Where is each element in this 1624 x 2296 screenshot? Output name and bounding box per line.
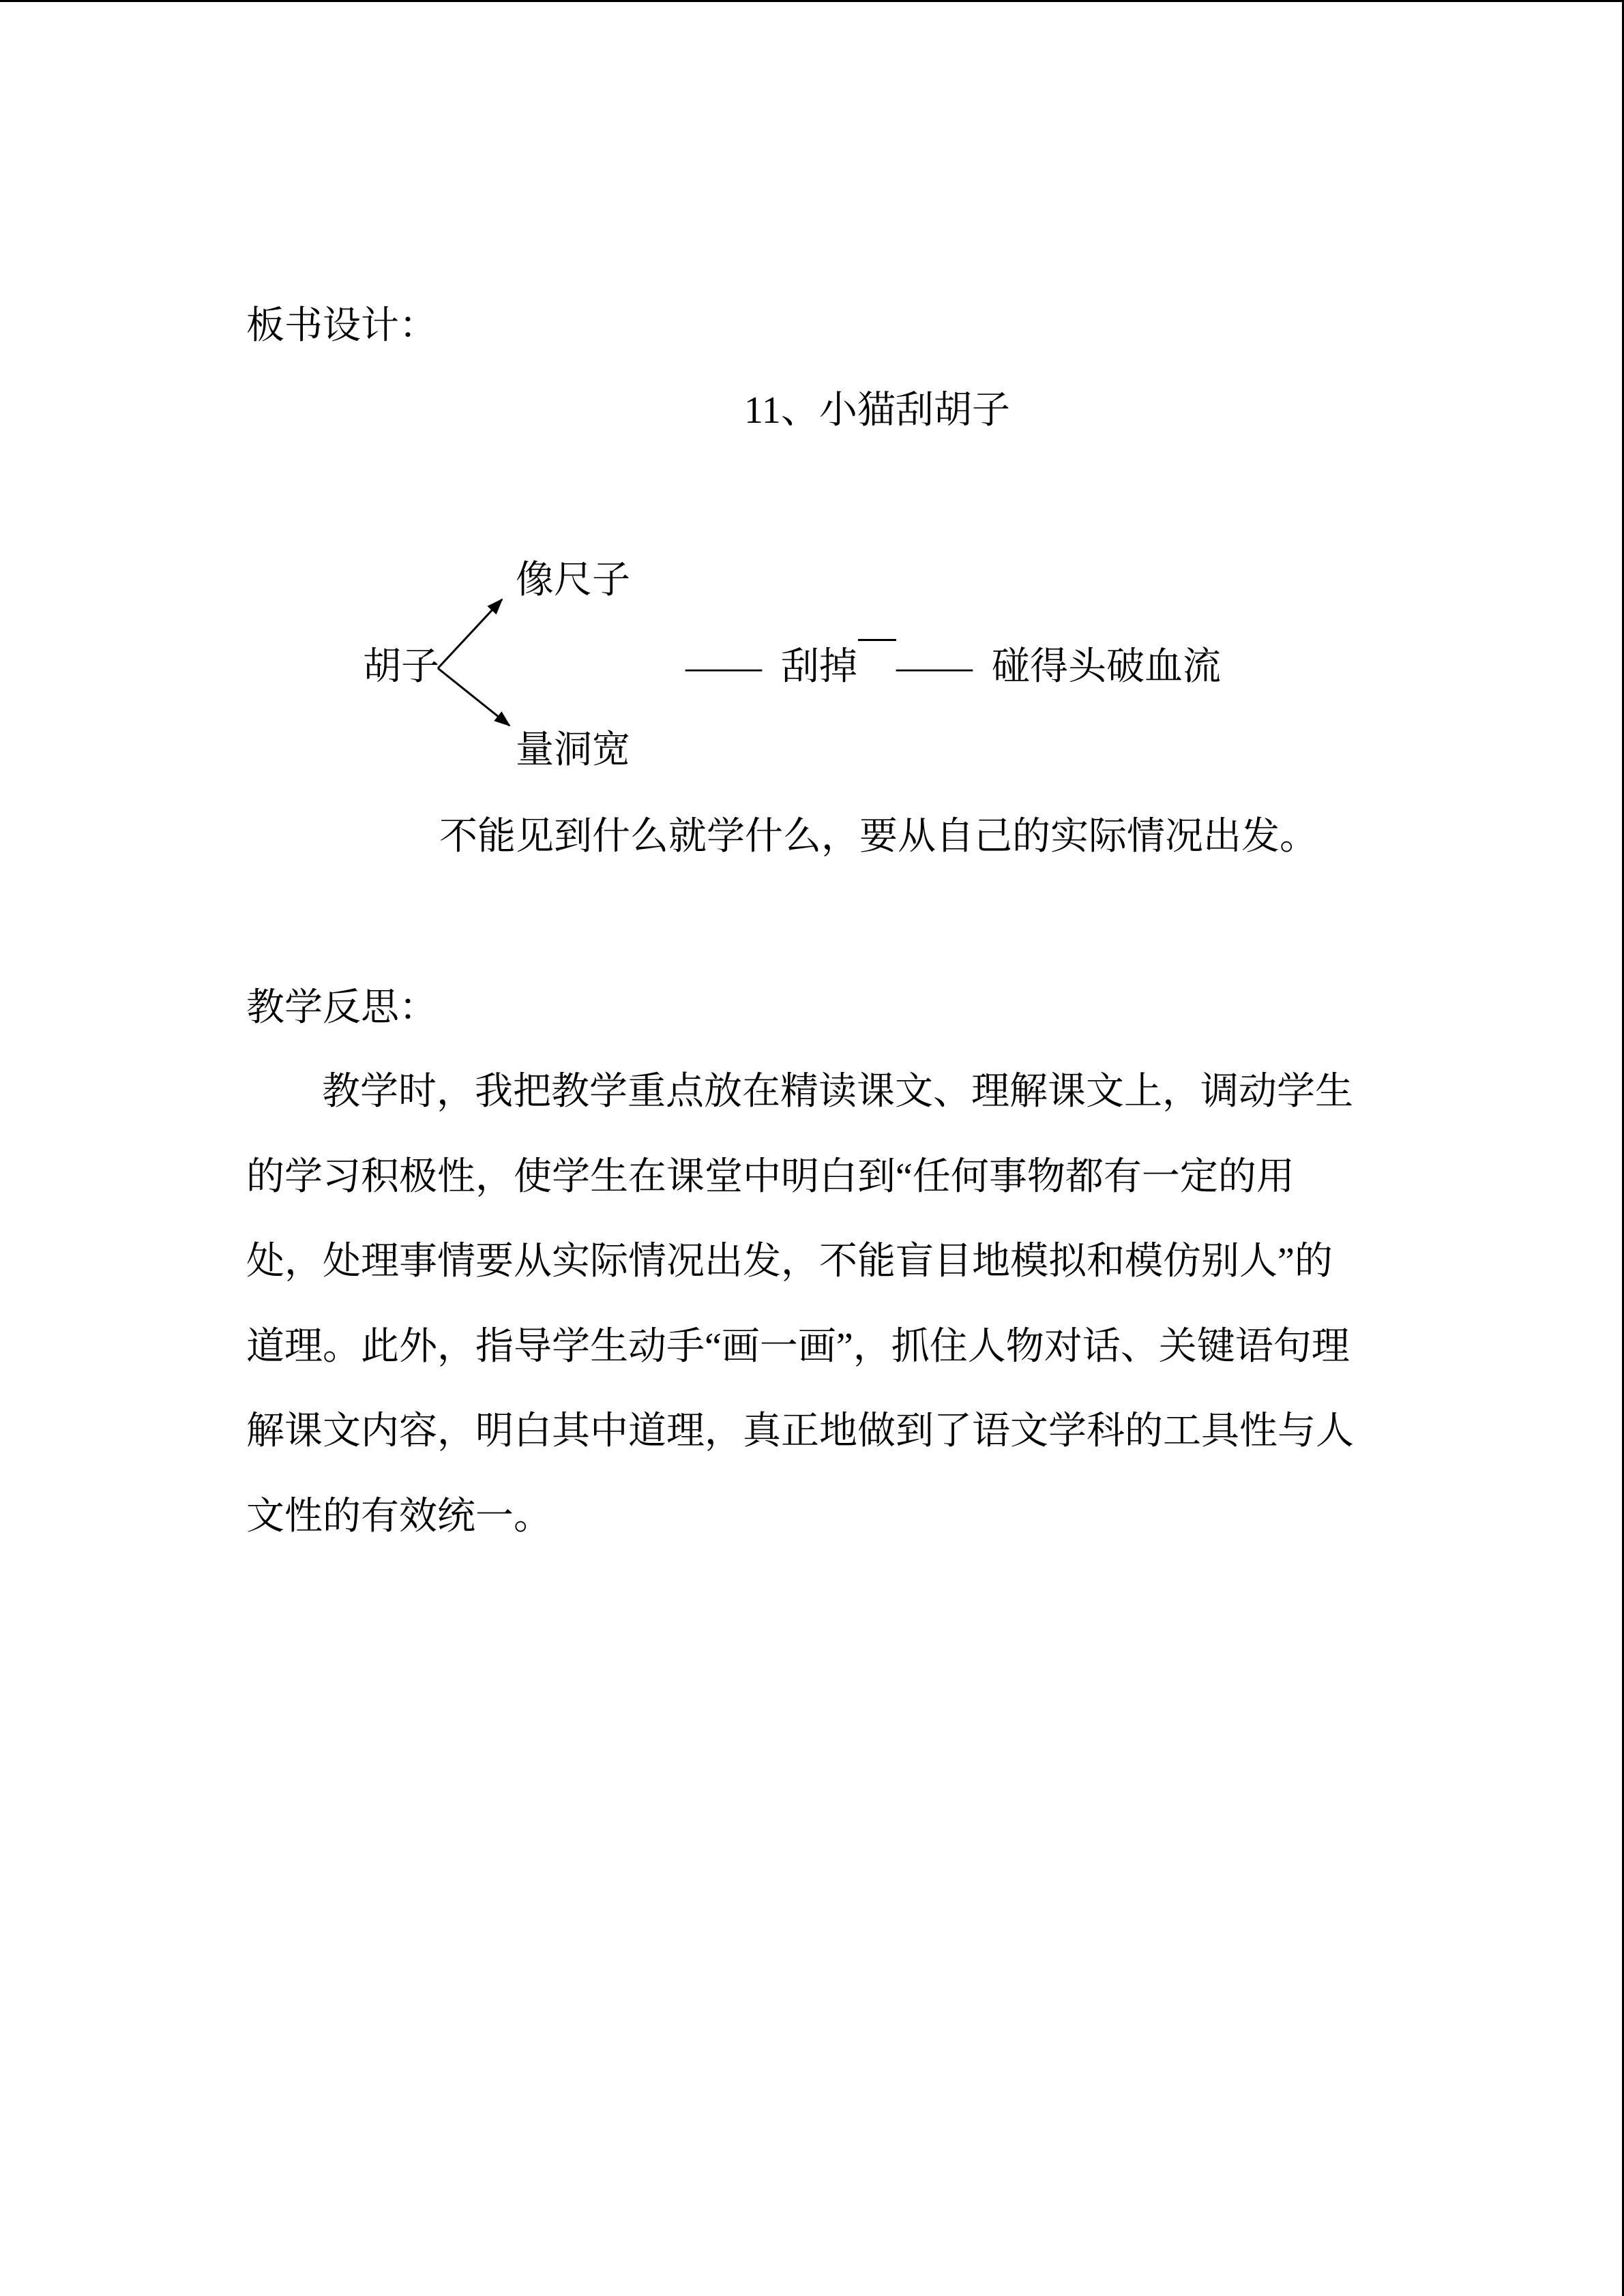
lesson-title: 11、小猫刮胡子 (744, 389, 1010, 432)
diagram-chain-part2: —— 碰得头破血流 (896, 646, 1221, 688)
reflection-line: 解课文内容，明白其中道理，真正地做到了语文学科的工具性与人 (246, 1410, 1354, 1452)
reflection-paragraph (246, 1049, 1354, 1559)
reflection-line: 道理。此外，指导学生动手“画一画”，抓住人物对话、关键语句理 (246, 1325, 1350, 1368)
diagram-arrows (423, 582, 532, 745)
reflection-line: 文性的有效统一。 (246, 1495, 552, 1538)
lesson-moral: 不能见到什么就学什么，要从自己的实际情况出发。 (439, 816, 1318, 858)
board-design-heading: 板书设计： (246, 305, 437, 347)
arrow-down-right-icon (438, 668, 510, 726)
diagram-branch-top: 像尺子 (516, 559, 630, 601)
reflection-line: 教学时，我把教学重点放在精读课文、理解课文上，调动学生 (322, 1071, 1353, 1113)
reflection-line: 的学习积极性，使学生在课堂中明白到“任何事物都有一定的用 (246, 1155, 1295, 1198)
reflection-line: 处，处理事情要从实际情况出发，不能盲目地模拟和模仿别人”的 (246, 1240, 1333, 1283)
diagram-root: 胡子 (363, 646, 439, 688)
diagram-branch-bottom: 量洞宽 (516, 729, 630, 771)
reflection-heading: 教学反思： (246, 987, 437, 1029)
arrow-up-right-icon (438, 599, 502, 668)
chain-overline-divider (858, 639, 896, 641)
diagram-chain-part1: —— 刮掉 (685, 646, 857, 688)
